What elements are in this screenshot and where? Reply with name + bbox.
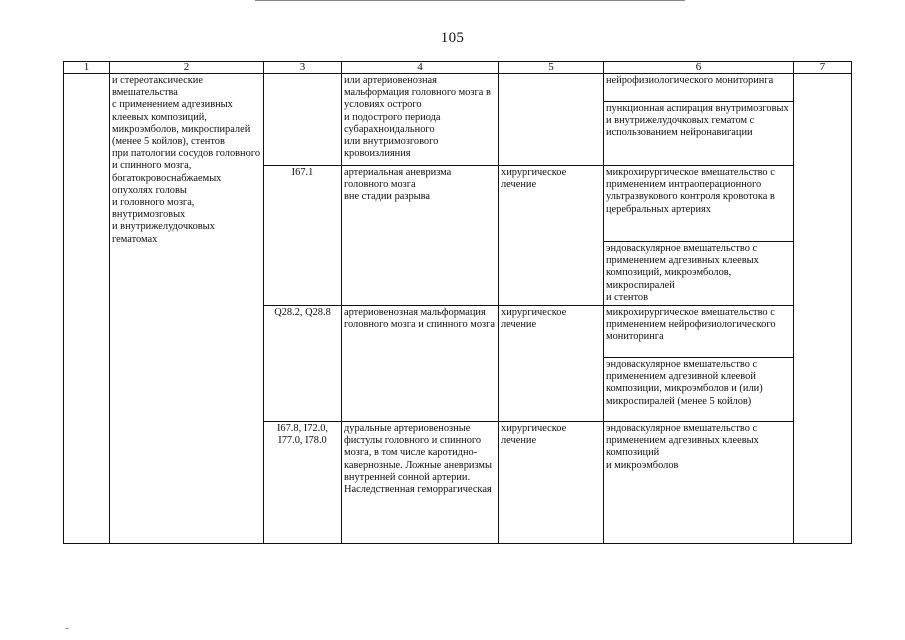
procedures-table (63, 61, 852, 544)
col-header-7: 7 (794, 62, 852, 74)
table-row (64, 74, 852, 102)
cell-method: нейрофизиологического мониторинга (604, 74, 794, 102)
cell-col7 (794, 74, 852, 544)
cell-code: I67.8, I72.0, I77.0, I78.0 (264, 422, 342, 544)
col-header-6: 6 (604, 62, 794, 74)
cell-method: эндоваскулярное вмешательство с применением адгезивных клеевых композиций и микроэмболов (604, 422, 794, 544)
cell-col1 (64, 74, 110, 544)
cell-diagnosis: дуральные артериовенозные фистулы головного и спинного мозга, в том числе каротидно-кавернозные. Ложные аневризмы внутренней сонной артерии. Наследственная геморрагическая (342, 422, 499, 544)
top-scan-rule (255, 0, 685, 1)
cell-code: I67.1 (264, 166, 342, 306)
cell-intervention-type: и стереотаксические вмешательства с применением адгезивных клеевых композиций, микроэмболов, микроспиралей (менее 5 койлов), стентов при патологии сосудов головного и спинного мозга, богатокровоснабжаемых опухолях головы и головного мозга, внутримозговых и внутрижелудочковых гематомах (110, 74, 264, 544)
col-header-4: 4 (342, 62, 499, 74)
page-number: 105 (440, 30, 465, 46)
cell-method: пункционная аспирация внутримозговых и внутрижелудочковых гематом с использованием нейронавигации (604, 102, 794, 166)
cell-method: микрохирургическое вмешательство с применением интраоперационного ультразвукового контроля кровотока в церебральных артериях (604, 166, 794, 242)
cell-diagnosis: артериовенозная мальформация головного мозга и спинного мозга (342, 306, 499, 422)
cell-method: микрохирургическое вмешательство с применением нейрофизиологического мониторинга (604, 306, 794, 358)
header-row (64, 62, 852, 74)
cell-treatment: хирургическое лечение (499, 422, 604, 544)
col-header-1: 1 (64, 62, 110, 74)
col-header-5: 5 (499, 62, 604, 74)
cell-code: Q28.2, Q28.8 (264, 306, 342, 422)
col-header-3: 3 (264, 62, 342, 74)
cell-treatment: хирургическое лечение (499, 306, 604, 422)
cell-treatment: хирургическое лечение (499, 166, 604, 306)
cell-treatment (499, 74, 604, 166)
cell-method: эндоваскулярное вмешательство с применением адгезивной клеевой композиции, микроэмболов и (или) микроспиралей (менее 5 койлов) (604, 358, 794, 422)
scan-mark (65, 628, 69, 629)
cell-code (264, 74, 342, 166)
col-header-2: 2 (110, 62, 264, 74)
cell-method: эндоваскулярное вмешательство с применением адгезивных клеевых композиций, микроэмболов, микроспиралей и стентов (604, 242, 794, 306)
cell-diagnosis: артериальная аневризма головного мозга вне стадии разрыва (342, 166, 499, 306)
cell-diagnosis: или артериовенозная мальформация головного мозга в условиях острого и подострого периода субарахноидального или внутримозгового кровоизлияния (342, 74, 499, 166)
